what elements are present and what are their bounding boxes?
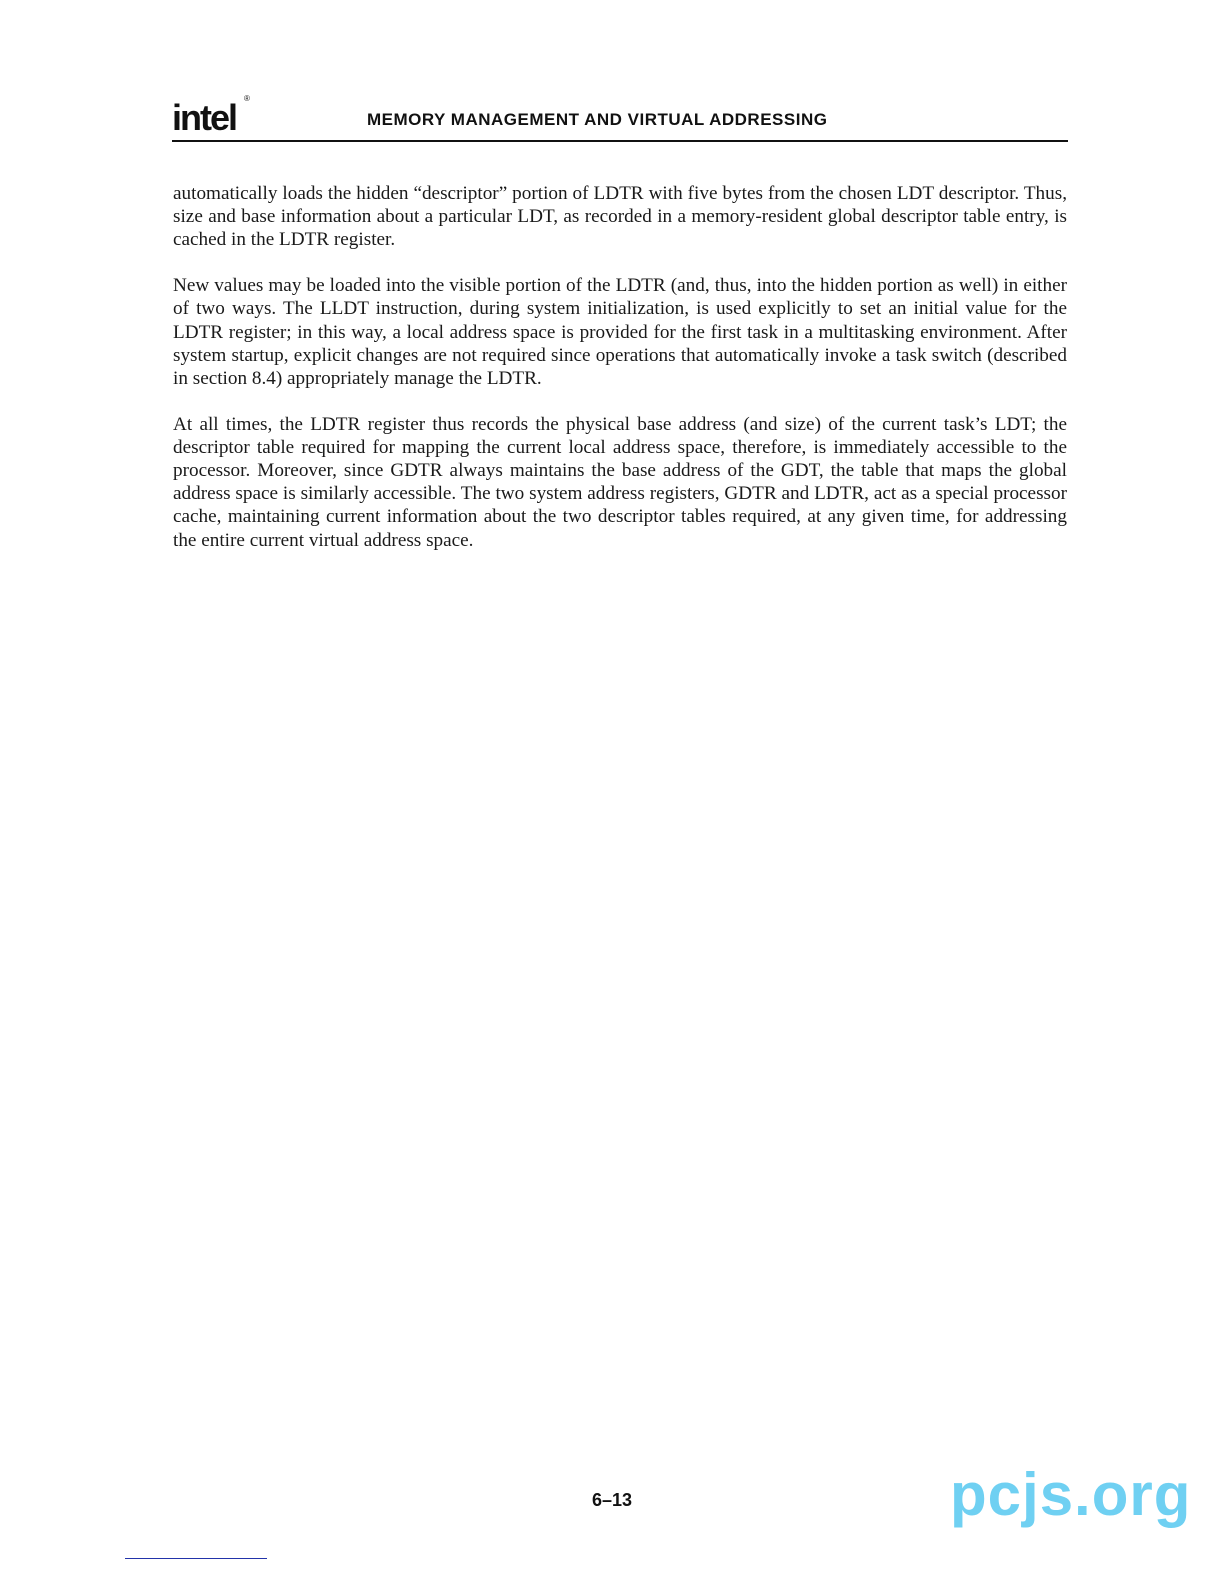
pcjs-watermark: pcjs.org (950, 1461, 1192, 1528)
page-header-title: MEMORY MANAGEMENT AND VIRTUAL ADDRESSING (367, 110, 828, 129)
paragraph-3: At all times, the LDTR register thus records the physical base address (and size) of the current task’s LDT; the descriptor table required for mapping the current local address space, therefore, is immediately accessible to the processor. Moreover, since GDTR always maintains the base address of the GDT, the table that maps the global address space is similarly accessible. The two system address registers, GDTR and LDTR, act as a special processor cache, maintaining current information about the two descriptor tables required, at any given time, for addressing the entire current virtual address space. (173, 413, 1067, 551)
paragraph-1: automatically loads the hidden “descriptor” portion of LDTR with five bytes from the chosen LDT descriptor. Thus, size and base information about a particular LDT, as recorded in a memory-resident global descriptor table entry, is cached in the LDTR register. (173, 183, 1067, 251)
page-number: 6–13 (591, 1490, 633, 1510)
paragraph-2: New values may be loaded into the visible portion of the LDTR (and, thus, into the hidden portion as well) in either of two ways. The LLDT instruction, during system initialization, is used explicitly to set an initial value for the LDTR register; in this way, a local address space is provided for the first task in a multitasking environment. After system startup, explicit changes are not required since operations that automatically invoke a task switch (described in section 8.4) appropriately manage the LDTR. (173, 275, 1067, 389)
header-divider (172, 140, 1068, 142)
body-text (173, 182, 1067, 574)
logo-wordmark: intel (172, 97, 237, 138)
registered-mark: ® (244, 94, 250, 103)
bottom-divider (125, 1558, 267, 1559)
intel-logo (172, 92, 262, 144)
